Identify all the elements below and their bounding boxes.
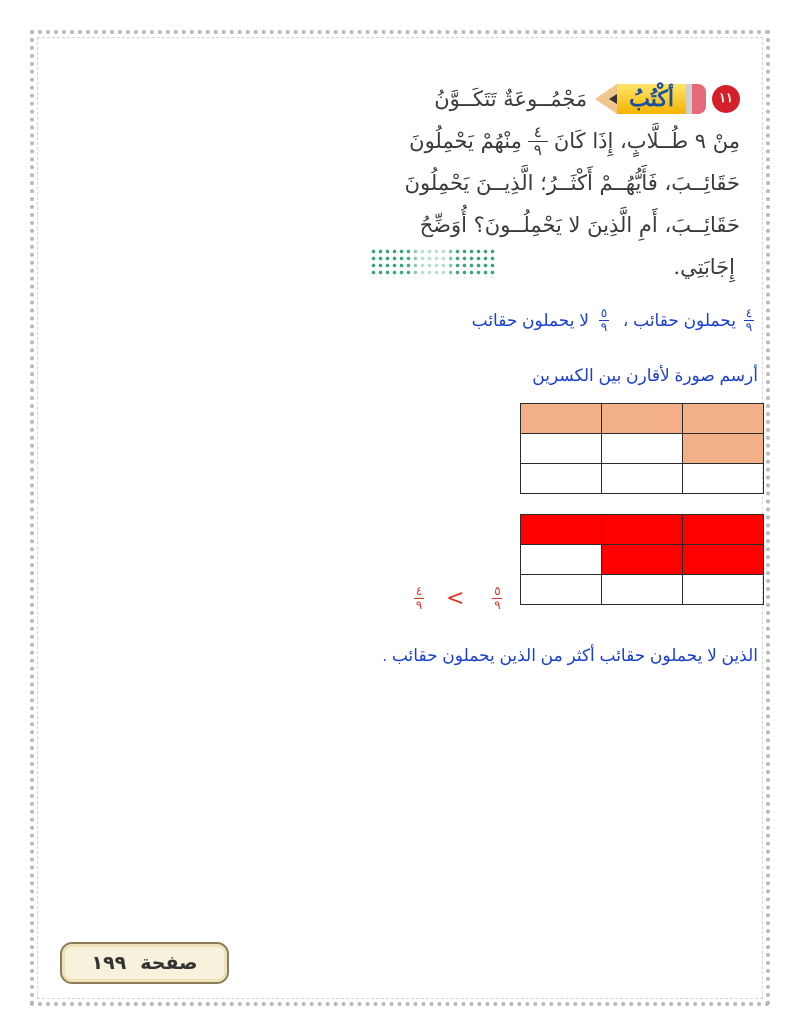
grid-cell: [521, 545, 602, 575]
problem-line-4: [300, 204, 740, 246]
answer-fraction-carry-num: ٤: [745, 306, 753, 320]
problem-fraction-denominator: ٩: [533, 140, 542, 159]
compare-right-num: ٥: [494, 584, 501, 598]
problem-line-1: [300, 78, 740, 120]
less-than-symbol: <: [446, 586, 465, 611]
grid-cell: [683, 575, 764, 605]
grid-cell: [602, 575, 683, 605]
grid-cell: [602, 404, 683, 434]
problem-text-line-2a: مِنْ ٩ طُــلَّابٍ، إِذَا كَانَ: [553, 129, 740, 153]
grid-cell: [602, 515, 683, 545]
grid-cell: [521, 404, 602, 434]
grid-cell: [602, 434, 683, 464]
problem-text-line-1: مَجْمُــوعَةٌ تَتَكَــوَّنُ: [434, 87, 588, 111]
problem-text-line-2b: مِنْهُمْ يَحْمِلُونَ: [409, 129, 522, 153]
dots-logo-icon: [370, 248, 495, 278]
problem-fraction: [528, 124, 548, 159]
fraction-grid-four-ninths: [520, 403, 764, 494]
grid-cell: [683, 404, 764, 434]
answer-text-carry: يحملون حقائب ،: [622, 310, 736, 330]
problem-text-line-3: حَقَائِــبَ، فَأَيُّهُــمْ أَكْثَــرُ؛ الَّذِيــنَ يَحْمِلُونَ: [404, 171, 740, 195]
answer-fraction-carry-den: ٩: [745, 320, 753, 334]
page-number-label: [60, 942, 229, 984]
pencil-tip: [595, 84, 617, 114]
grid-cell: [602, 464, 683, 494]
answer-fraction-not-carry: [599, 307, 609, 334]
grid-cell: [683, 515, 764, 545]
pencil-band: [686, 84, 692, 114]
problem-block: [300, 78, 740, 293]
grid-cell: [602, 545, 683, 575]
compare-left-num: ٤: [415, 584, 423, 598]
compare-left-den: ٩: [415, 598, 423, 612]
write-label: أكْتُبُ: [617, 84, 686, 114]
pencil-icon: [595, 84, 706, 114]
grid-cell: [521, 464, 602, 494]
grid-cell: [683, 545, 764, 575]
compare-right-den: ٩: [494, 598, 501, 612]
page-word: صفحة: [140, 952, 198, 974]
problem-line-3: [300, 162, 740, 204]
grid-cell: [683, 434, 764, 464]
problem-text-line-5: إِجَابَتِي.: [673, 255, 735, 279]
problem-line-5: [300, 246, 735, 288]
compare-left-fraction: [414, 585, 424, 612]
problem-fraction-numerator: ٤: [533, 122, 542, 141]
answer-fraction-not-carry-num: ٥: [600, 306, 608, 320]
answer-fraction-carry: [744, 307, 754, 334]
pencil-eraser: [692, 84, 706, 114]
grid-cell: [521, 434, 602, 464]
problem-number-badge: ١١: [712, 85, 740, 113]
answer-fraction-not-carry-den: ٩: [600, 320, 608, 334]
problem-line-2: [300, 120, 740, 162]
page-number: ١٩٩: [91, 952, 127, 974]
answer-text-not-carry: لا يحملون حقائب: [471, 310, 589, 330]
compare-right-fraction: [492, 585, 502, 612]
fraction-grid-five-ninths: [520, 514, 764, 605]
fraction-comparison: [414, 585, 502, 612]
conclusion-text: الذين لا يحملون حقائب أكثر من الذين يحملون حقائب .: [382, 646, 758, 665]
answer-fractions-line: [472, 307, 758, 334]
grid-cell: [521, 515, 602, 545]
grid-cell: [683, 464, 764, 494]
problem-text-line-4: حَقَائِــبَ، أَمِ الَّذِينَ لا يَحْمِلُــونَ؟ أُوَضِّحُ: [419, 213, 740, 237]
draw-instruction: أرسم صورة لأقارن بين الكسرين: [532, 366, 758, 385]
grid-cell: [521, 575, 602, 605]
